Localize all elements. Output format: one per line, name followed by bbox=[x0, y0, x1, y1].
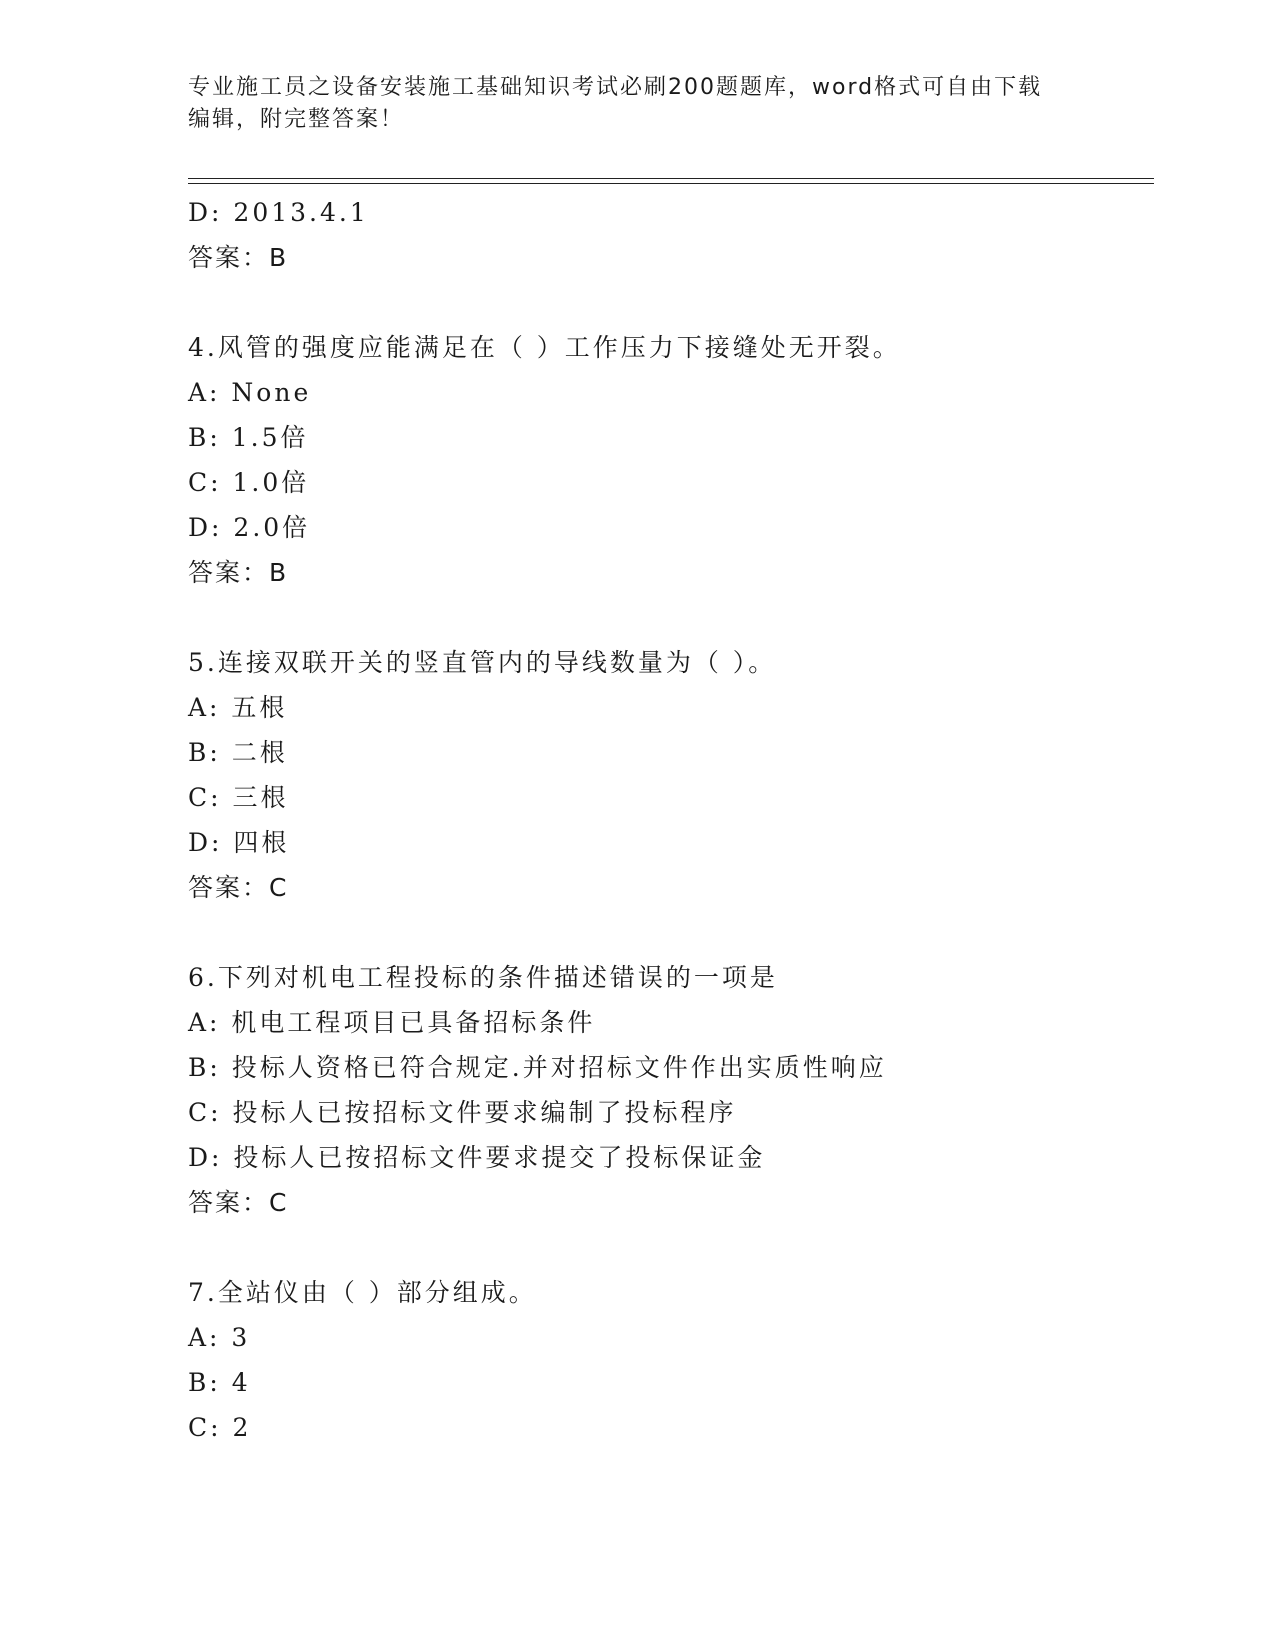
question-stem: 5.连接双联开关的竖直管内的导线数量为（ ）。 bbox=[188, 648, 777, 677]
header-divider-top bbox=[188, 178, 1154, 179]
option-c: C: 2 bbox=[188, 1413, 252, 1442]
option-b: B: 1.5倍 bbox=[188, 423, 309, 452]
option-d: D: 2.0倍 bbox=[188, 513, 311, 542]
header-divider-bottom bbox=[188, 183, 1154, 184]
option-b: B: 投标人资格已符合规定.并对招标文件作出实质性响应 bbox=[188, 1053, 887, 1082]
option-c: C: 1.0倍 bbox=[188, 468, 310, 497]
option-a: A: 机电工程项目已具备招标条件 bbox=[188, 1008, 596, 1037]
question-stem: 6.下列对机电工程投标的条件描述错误的一项是 bbox=[188, 963, 778, 992]
question-stem: 4.风管的强度应能满足在（ ）工作压力下接缝处无开裂。 bbox=[188, 333, 901, 362]
option-d: D: 四根 bbox=[188, 828, 290, 857]
question-list bbox=[188, 190, 1148, 1450]
header-title-line-1: 专业施工员之设备安装施工基础知识考试必刷200题题库，word格式可自由下载 bbox=[188, 75, 1043, 100]
option-d: D: 2013.4.1 bbox=[188, 198, 369, 227]
answer-line: 答案：C bbox=[188, 1188, 289, 1217]
option-b: B: 二根 bbox=[188, 738, 288, 767]
option-a: A: 3 bbox=[188, 1323, 251, 1352]
spacer bbox=[188, 910, 1148, 955]
question-7 bbox=[188, 1270, 1148, 1450]
answer-line: 答案：B bbox=[188, 558, 289, 587]
question-stem: 7.全站仪由（ ）部分组成。 bbox=[188, 1278, 537, 1307]
header-title-line-2: 编辑，附完整答案！ bbox=[188, 107, 405, 132]
spacer bbox=[188, 280, 1148, 325]
spacer bbox=[188, 595, 1148, 640]
answer-line: 答案：C bbox=[188, 873, 289, 902]
option-d: D: 投标人已按招标文件要求提交了投标保证金 bbox=[188, 1143, 766, 1172]
question-4 bbox=[188, 325, 1148, 595]
question-6 bbox=[188, 955, 1148, 1225]
option-b: B: 4 bbox=[188, 1368, 251, 1397]
document-header bbox=[188, 72, 1088, 136]
option-c: C: 三根 bbox=[188, 783, 289, 812]
option-c: C: 投标人已按招标文件要求编制了投标程序 bbox=[188, 1098, 737, 1127]
answer-line: 答案：B bbox=[188, 243, 289, 272]
option-a: A: 五根 bbox=[188, 693, 288, 722]
option-a: A: None bbox=[188, 378, 312, 407]
spacer bbox=[188, 1225, 1148, 1270]
question-5 bbox=[188, 640, 1148, 910]
